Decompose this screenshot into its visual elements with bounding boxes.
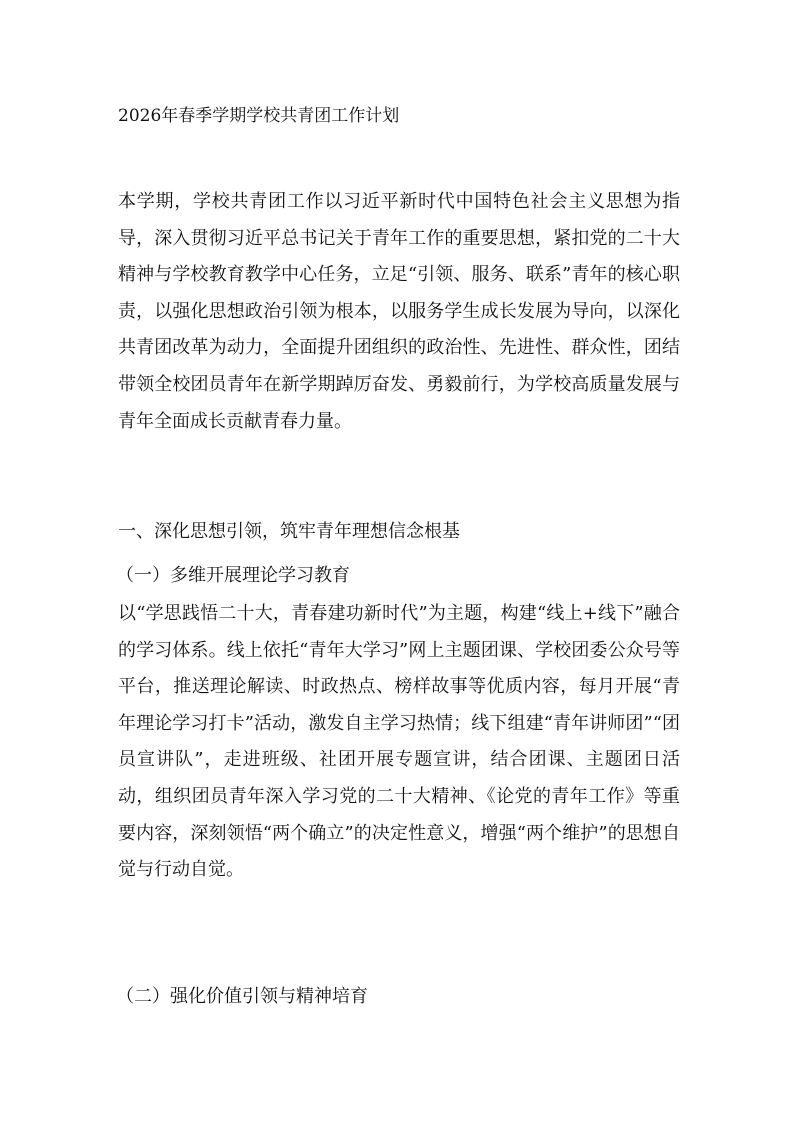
intro-paragraph: 本学期，学校共青团工作以习近平新时代中国特色社会主义思想为指导，深入贯彻习近平总书记关于青年工作的重要思想，紧扣党的二十大精神与学校教育教学中心任务，立足“引领、服务、联系”青年的核心职责，以强化思想政治引领为根本，以服务学生成长发展为导向，以深化共青团改革为动力，全面提升团组织的政治性、先进性、群众性，团结带领全校团员青年在新学期踔厉奋发、勇毅前行，为学校高质量发展与青年全面成长贡献青春力量。 bbox=[118, 191, 680, 432]
subsection-1-paragraph: 以“学思践悟二十大，青春建功新时代”为主题，构建“线上+线下”融合的学习体系。线上依托“青年大学习”网上主题团课、学校团委公众号等平台，推送理论解读、时政热点、榜样故事等优质内容，每月开展“青年理论学习打卡”活动，激发自主学习热情；线下组建“青年讲师团”“团员宣讲队”，走进班级、社团开展专题宣讲，结合团课、主题团日活动，组织团员青年深入学习党的二十大精神、《论党的青年工作》等重要内容，深刻领悟“两个确立”的决定性意义，增强“两个维护”的思想自觉与行动自觉。 bbox=[118, 603, 680, 881]
subsection-heading-1: （一）多维开展理论学习教育 bbox=[116, 565, 350, 586]
subsection-heading-2: （二）强化价值引领与精神培育 bbox=[116, 986, 368, 1007]
document-title: 2026年春季学期学校共青团工作计划 bbox=[118, 106, 400, 126]
section-heading-1: 一、深化思想引领，筑牢青年理想信念根基 bbox=[118, 521, 460, 542]
